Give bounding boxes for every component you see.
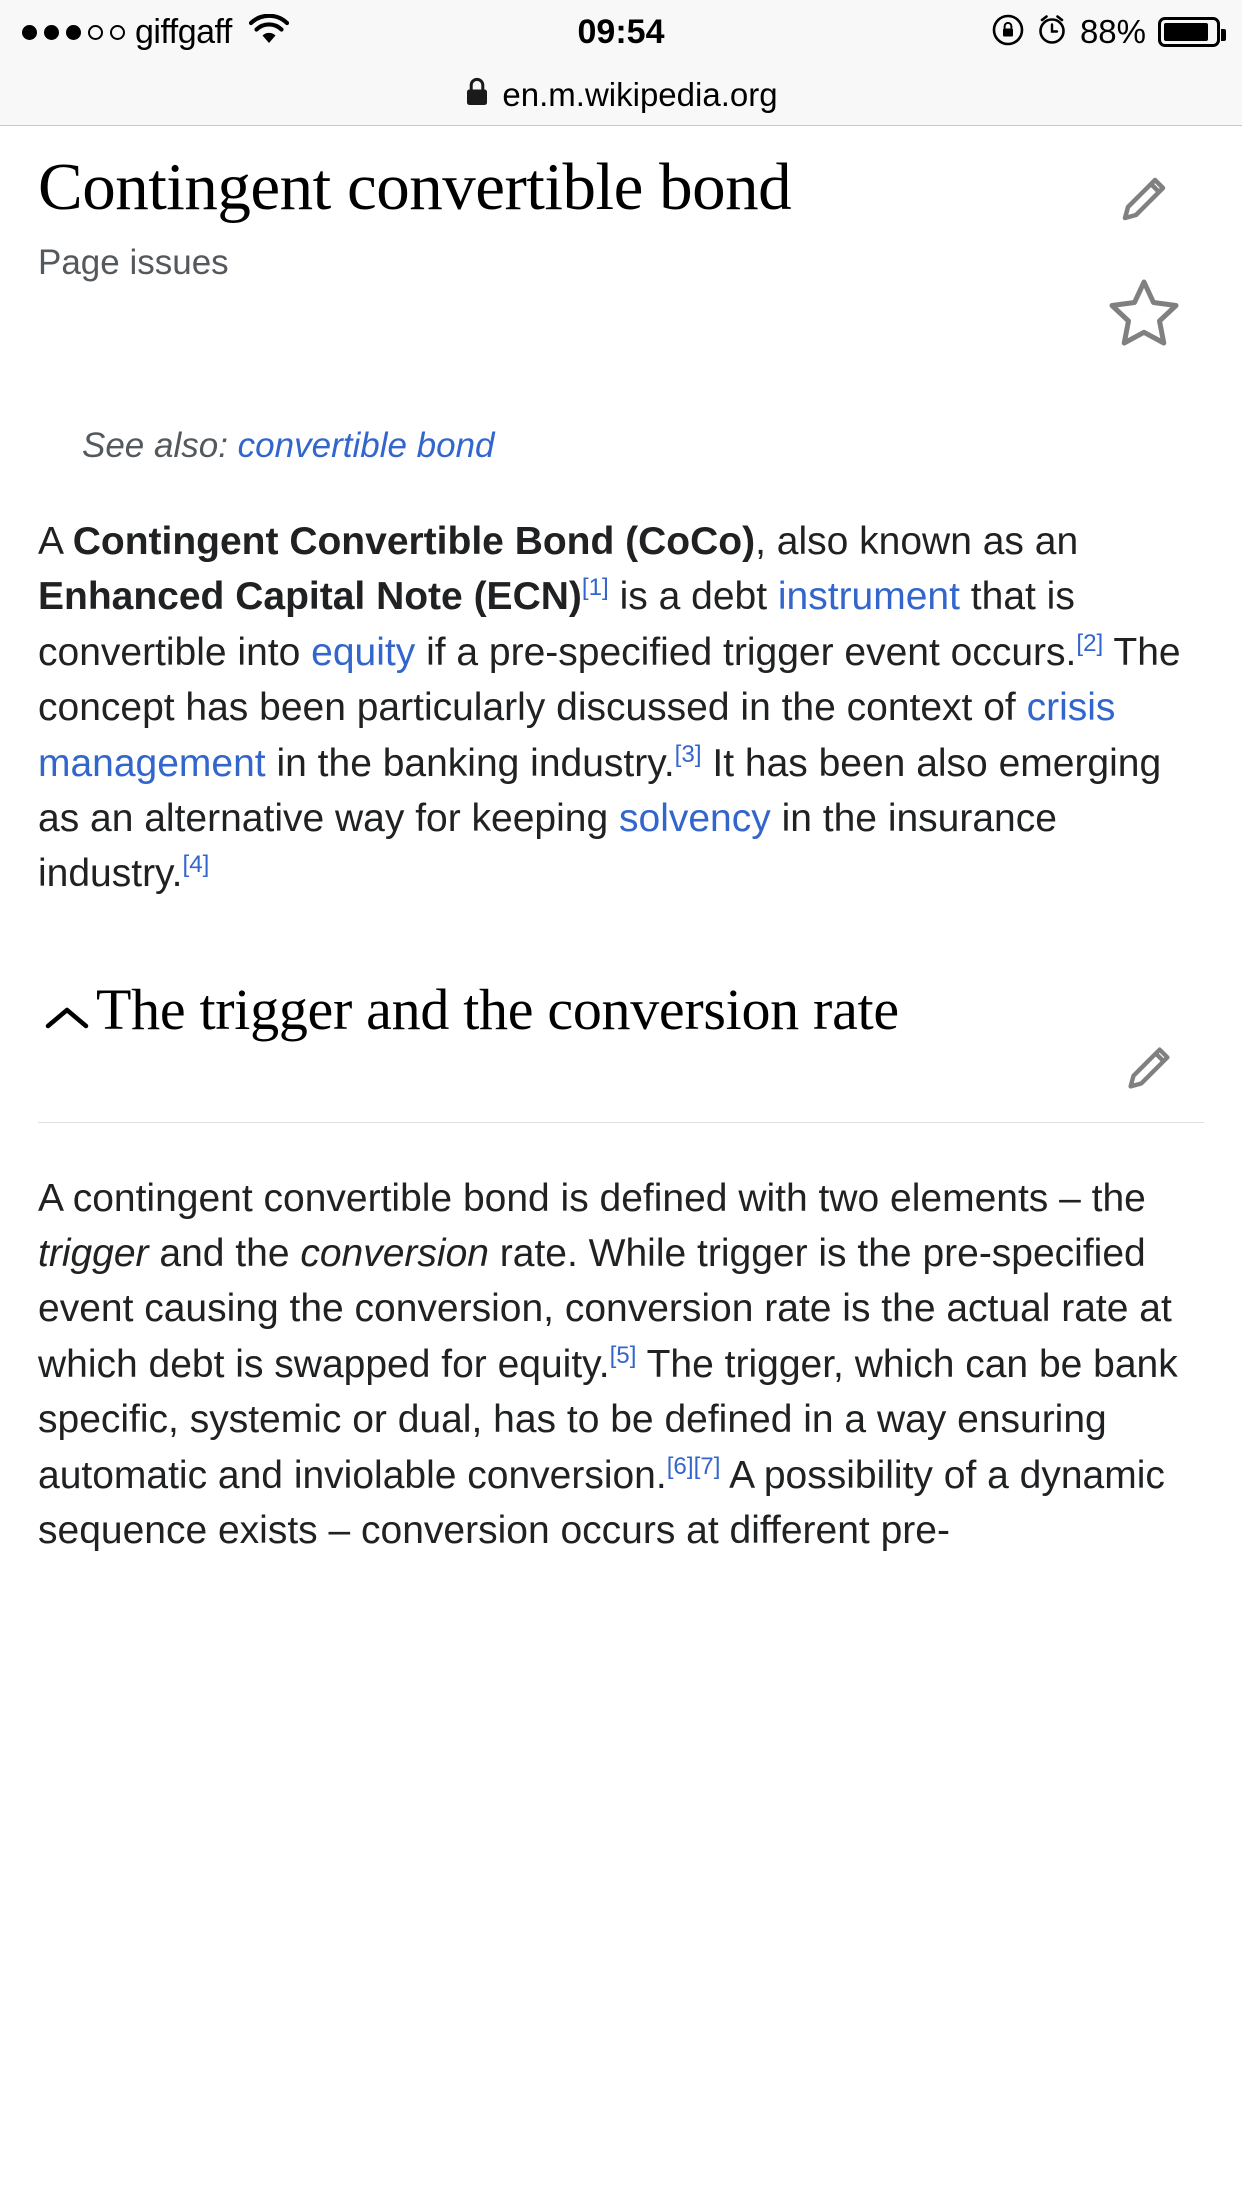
lead-text-1: A [38,520,73,563]
lead-text-4: that is convertible into [38,575,1075,674]
reference-3[interactable] [675,741,702,768]
reference-6-label[interactable]: [6] [666,1452,694,1480]
status-bar [0,0,1242,64]
reference-6[interactable] [667,1453,694,1480]
reference-5-label[interactable]: [5] [609,1341,637,1369]
alarm-clock-icon [1036,14,1068,51]
lead-text-7: in the banking industry. [265,741,675,785]
sec1-text-4: The trigger, which can be bank specific, systemic or dual, has to be defined in a way ensuring automatic and inviolable conversion. [38,1342,1178,1497]
lead-bold-coco: Contingent Convertible Bond (CoCo) [72,520,756,563]
lead-bold-ecn: Enhanced Capital Note (ECN) [38,575,582,619]
link-equity[interactable]: equity [311,630,416,674]
page-issues-link[interactable]: Page issues [38,243,229,283]
lead-text-9: in the insurance industry. [38,796,1057,896]
reference-1[interactable] [582,574,609,601]
link-instrument[interactable]: instrument [777,575,960,619]
lead-text-3: is a debt [608,575,778,619]
sec1-italic-trigger: trigger [38,1232,149,1275]
wifi-icon [248,14,290,51]
status-bar-left [22,13,290,52]
title-block [38,150,1084,283]
reference-3-label[interactable]: [3] [674,740,702,768]
sec1-text-2: and the [148,1232,301,1275]
star-watchlist-icon[interactable] [1107,277,1181,354]
sec1-italic-conversion: conversion [300,1232,489,1275]
link-crisis-management[interactable]: crisis management [38,686,1116,785]
status-bar-right [992,13,1220,51]
chevron-up-icon[interactable] [38,976,96,1032]
reference-7-label[interactable]: [7] [693,1452,721,1480]
battery-icon [1158,17,1220,47]
section-edit-icon[interactable] [1094,976,1204,1098]
reference-4-label[interactable]: [4] [182,851,210,879]
sec1-text-3: rate. While trigger is the pre-specified event causing the conversion, conversion rate is the actual rate at which debt is swapped for equity. [38,1232,1172,1386]
reference-1-label[interactable]: [1] [581,574,609,602]
browser-url-bar[interactable] [0,64,1242,126]
battery-percentage: 88% [1079,13,1146,50]
lead-text-2: , also known as an [755,520,1079,563]
reference-4[interactable] [183,851,210,878]
lock-icon [464,76,490,113]
link-solvency[interactable]: solvency [619,796,771,840]
see-also-link[interactable]: convertible bond [237,426,495,465]
pencil-edit-icon[interactable] [1113,168,1175,235]
title-actions [1084,150,1204,354]
lead-text-6: The concept has been particularly discussed in the context of [38,630,1181,730]
status-bar-clock: 09:54 [577,12,665,51]
section-divider [38,1122,1204,1123]
reference-2-label[interactable]: [2] [1076,629,1104,657]
lead-paragraph [38,514,1204,902]
sec1-text-1: A contingent convertible bond is defined with two elements – the [38,1176,1146,1220]
see-also-hatnote [82,426,1204,466]
rotation-lock-icon [992,14,1024,51]
page-title: Contingent convertible bond [38,150,792,224]
lead-text-8: It has been also emerging as an alternative way for keeping [38,741,1162,840]
reference-2[interactable] [1076,630,1103,657]
reference-5[interactable] [610,1342,637,1369]
url-text: en.m.wikipedia.org [502,75,778,113]
section1-paragraph [38,1171,1204,1559]
lead-text-5: if a pre-specified trigger event occurs. [415,630,1077,674]
section-heading-trigger[interactable] [38,976,1204,1098]
article-content [0,126,1242,1558]
sec1-text-5: A possibility of a dynamic sequence exists – conversion occurs at different pre- [38,1453,1165,1552]
carrier-name: giffgaff [135,12,232,51]
section-title: The trigger and the conversion rate [96,976,899,1042]
article-header [38,126,1204,354]
reference-7[interactable] [694,1453,721,1480]
see-also-label: See also: [82,426,228,465]
signal-strength-icon [22,25,125,40]
